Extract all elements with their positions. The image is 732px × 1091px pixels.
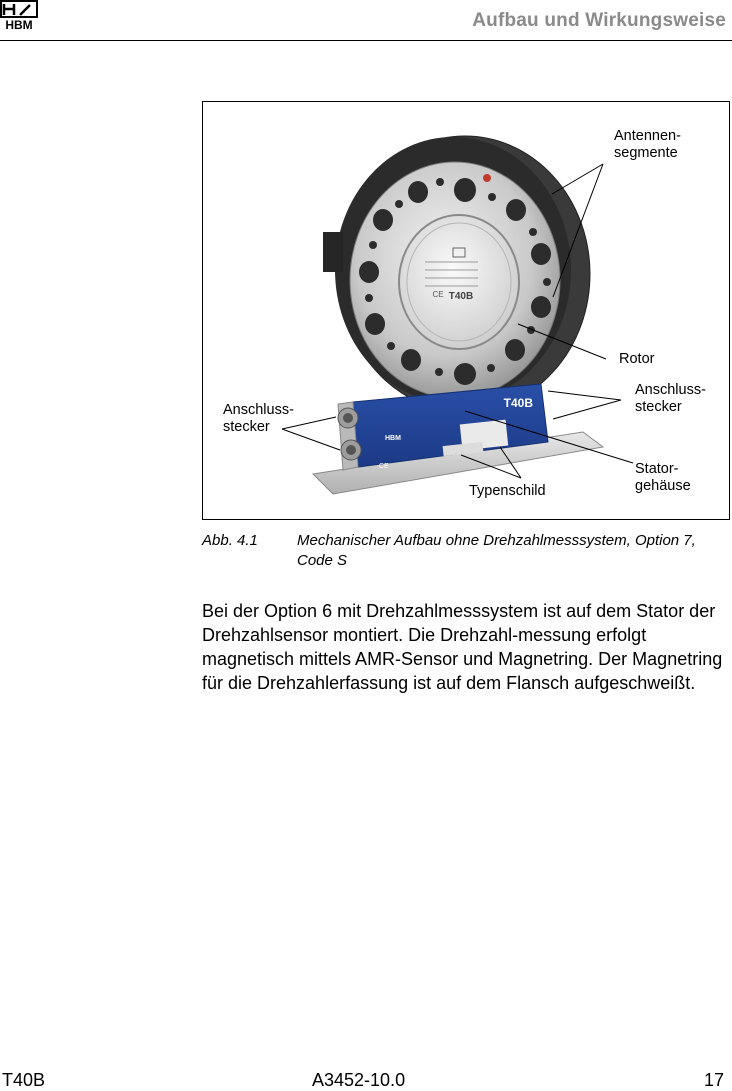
caption-text: Mechanischer Aufbau ohne Drehzahlmesssystem, Option 7, Code S bbox=[297, 532, 696, 569]
callout-typenschild: Typenschild bbox=[469, 483, 546, 499]
callout-anschlussstecker-left: Anschluss- stecker bbox=[223, 402, 294, 435]
callout-anschlussstecker-right: Anschluss- stecker bbox=[635, 382, 706, 415]
housing-model-label: T40B bbox=[503, 396, 533, 410]
torque-flange-illustration bbox=[203, 102, 729, 519]
led-indicator bbox=[483, 174, 491, 182]
center-ce-mark: CE bbox=[432, 290, 444, 299]
footer-product: T40B bbox=[2, 1070, 46, 1090]
footer-document-number: A3452-10.0 bbox=[312, 1070, 406, 1090]
footer-page-number: 17 bbox=[703, 1070, 724, 1090]
callout-antennen-segmente: Antennen- segmente bbox=[614, 128, 681, 161]
callout-statorgehaeuse: Stator- gehäuse bbox=[635, 461, 691, 494]
body-paragraph: Bei der Option 6 mit Drehzahlmesssystem ist auf dem Stator der Drehzahlsensor montiert. Die Drehzahl-messung erfolgt magnetisch mittels AMR-Sensor und Magnetring. Der Magnetring für die Drehzahlerfassung ist auf dem Flansch aufgeschweißt. bbox=[202, 601, 723, 693]
housing-brand-label: HBM bbox=[385, 435, 401, 442]
housing-ce-mark: CE bbox=[379, 463, 389, 470]
page-header-title: Aufbau und Wirkungsweise bbox=[472, 10, 726, 31]
header-divider bbox=[0, 40, 732, 41]
callout-rotor: Rotor bbox=[619, 351, 655, 367]
logo-text: HBM bbox=[5, 18, 33, 30]
caption-number: Abb. 4.1 bbox=[202, 532, 258, 549]
center-disc bbox=[399, 215, 519, 349]
center-model-label: T40B bbox=[448, 291, 474, 302]
figure-frame bbox=[202, 101, 730, 520]
hbm-logo bbox=[0, 0, 40, 30]
